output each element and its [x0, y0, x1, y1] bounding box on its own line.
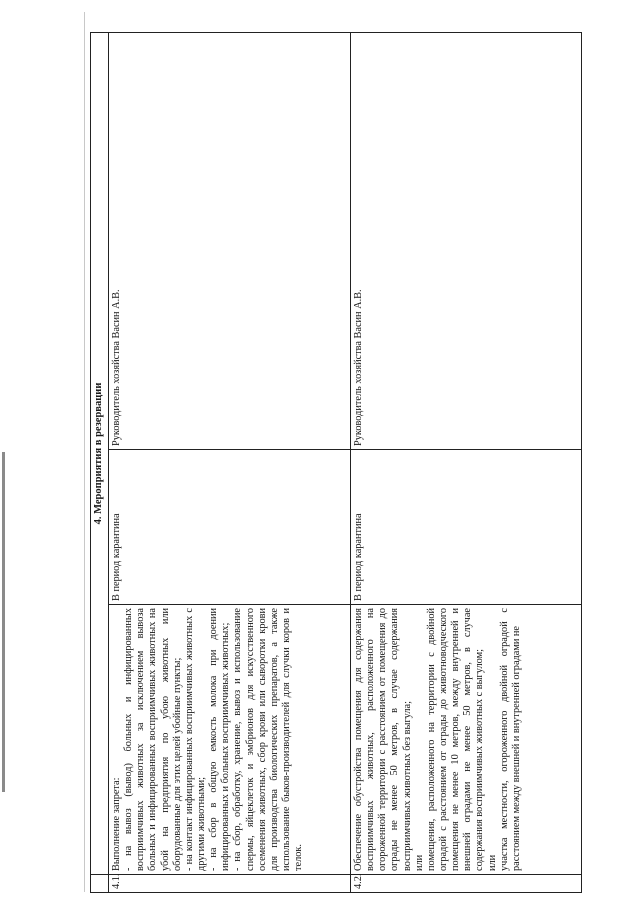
measure-cell — [109, 605, 351, 875]
scan-edge-mark — [2, 452, 5, 792]
term-cell: В период карантина — [351, 450, 582, 605]
measure-line: или — [486, 854, 498, 871]
header-number-cell — [91, 875, 109, 893]
term-cell: В период карантина — [109, 450, 351, 605]
measure-line: участка местности, огороженного двойной оградой с расстоянием между внешней и внутренней оградами не — [498, 608, 522, 871]
measure-line: - на вывоз (вывод) больных и инфицированных восприимчивых животных за исключением вывоза больных и инфицированных восприимчивых животных на убой на предприятия по убою животных или оборудованные для этих целей убойные пункты; — [123, 608, 183, 871]
responsible-cell: Руководитель хозяйства Васин А.В. — [109, 32, 351, 449]
responsible-cell: Руководитель хозяйства Васин А.В. — [351, 32, 582, 449]
section-header-row — [91, 32, 109, 892]
table-row — [351, 32, 582, 892]
measure-line: Обеспечение обустройства помещения для содержания восприимчивых животных, расположенного на огороженной территории с расстоянием от помещения до ограды не менее 50 метров, в случае содержания восприимчивых животных без выгула; — [353, 608, 413, 871]
measures-table — [90, 32, 582, 893]
measure-line: Выполнение запрета: — [111, 777, 122, 871]
measure-line: - на сбор, обработку, хранение, вывоз и использование спермы, яйцеклеток и эмбрионов для искусственного осеменения животных, сбор крови или сыворотки крови для производства биологических препаратов, а также использование быков-производителей для случки коров и телок. — [232, 608, 305, 871]
table-row — [109, 32, 351, 892]
measure-line: или — [413, 854, 425, 871]
measure-line: - на контакт инфицированных восприимчивых животных с другими животными; — [183, 608, 207, 871]
measure-cell — [351, 605, 582, 875]
measure-line: - на сбор в общую емкость молока при доении инфицированных и больных восприимчивых животных; — [208, 608, 232, 871]
rotated-page — [90, 33, 582, 893]
measure-line: помещения, расположенного на территории с двойной оградой с расстоянием от ограды до животноводческого помещения не менее 10 метров, между внутренней и внешней оградами не менее 50 метров, в случае содержания восприимчивых животных с выгулом; — [425, 608, 486, 871]
page-edge — [84, 12, 85, 892]
row-number: 4.1. — [109, 875, 351, 893]
section-title: 4. Мероприятия в резервации — [91, 32, 109, 874]
row-number: 4.2. — [351, 875, 582, 893]
